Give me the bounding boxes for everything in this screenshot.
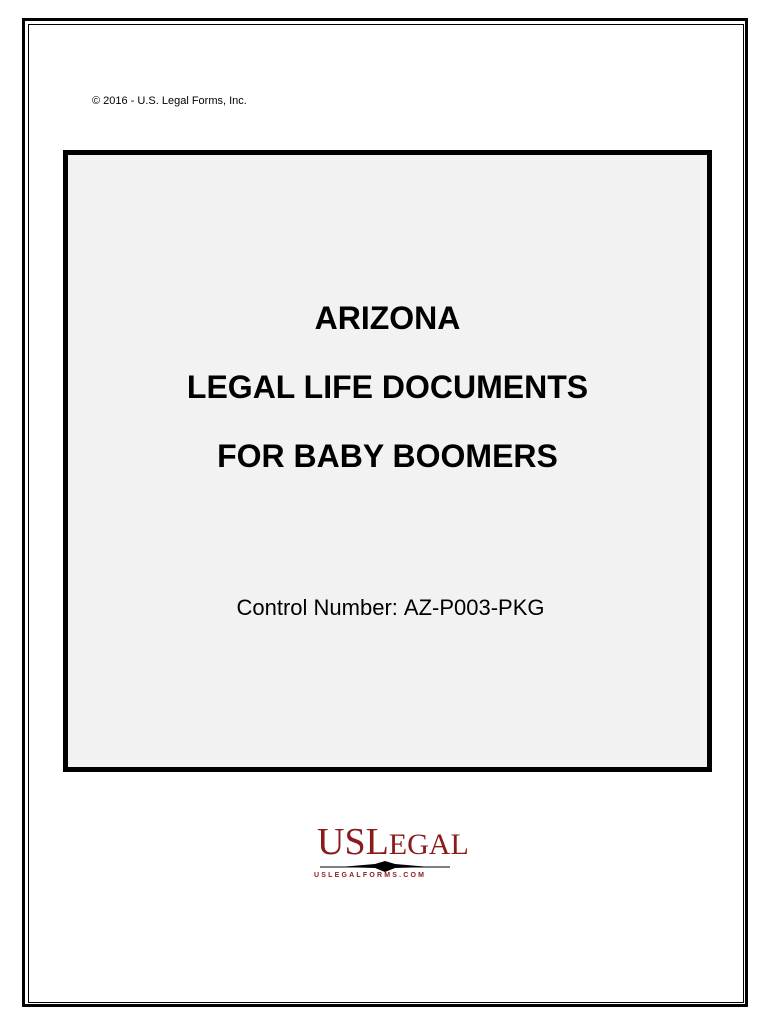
control-number — [68, 597, 707, 619]
document-title: LEGAL LIFE DOCUMENTS — [186, 369, 589, 405]
logo-wordmark: USLEGAL — [317, 821, 469, 863]
title-box — [63, 150, 712, 772]
copyright-notice: © 2016 - U.S. Legal Forms, Inc. — [92, 95, 247, 107]
uslegal-logo — [300, 823, 470, 883]
control-number-label: Control Number: — [236, 595, 398, 620]
state-title: ARIZONA — [314, 300, 461, 336]
logo-url: USLEGALFORMS.COM — [314, 872, 427, 879]
control-number-value: AZ-P003-PKG — [403, 595, 545, 620]
document-subtitle: FOR BABY BOOMERS — [217, 438, 558, 474]
